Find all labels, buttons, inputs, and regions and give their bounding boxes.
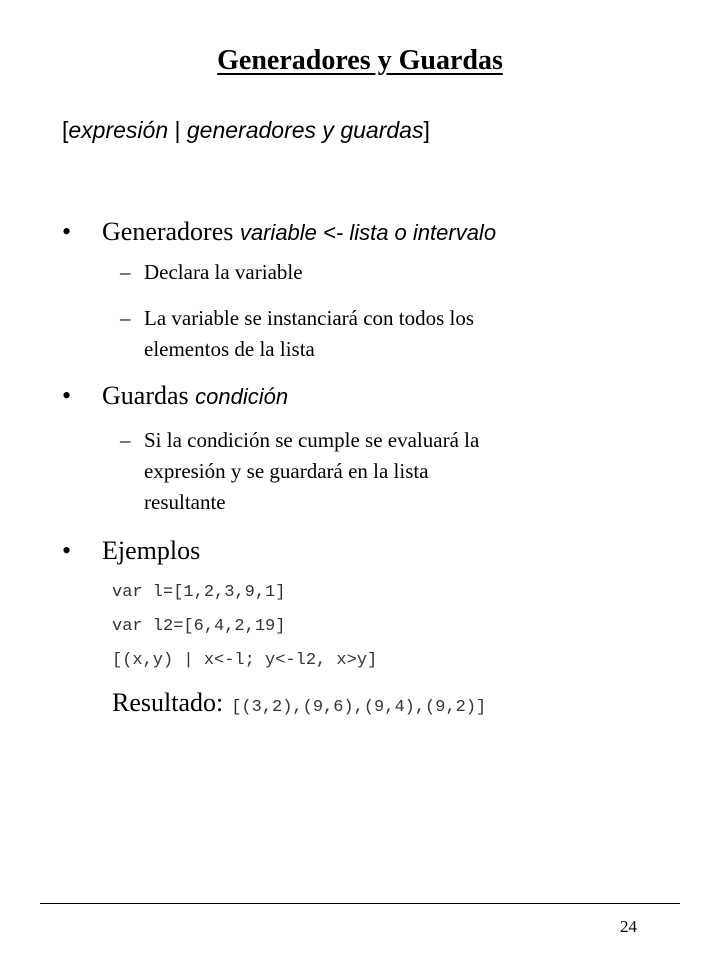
generators-sub-1 bbox=[120, 257, 303, 288]
comprehension-syntax bbox=[62, 117, 430, 144]
guards-sub-1-line-3: resultante bbox=[144, 490, 226, 514]
result-value: [(3,2),(9,6),(9,4),(9,2)] bbox=[231, 698, 487, 717]
guards-sub-1-line-1: Si la condición se cumple se evaluará la bbox=[144, 428, 480, 452]
syntax-expression: expresión bbox=[68, 117, 169, 143]
footer-divider bbox=[40, 903, 680, 904]
syntax-close-bracket: ] bbox=[423, 117, 430, 143]
generators-label: Generadores bbox=[102, 217, 240, 246]
examples-label: Ejemplos bbox=[102, 536, 201, 565]
syntax-generators-guards: generadores y guardas bbox=[186, 117, 424, 143]
bullet-icon: • bbox=[62, 381, 72, 410]
generators-sub-1-text: Declara la variable bbox=[144, 260, 303, 284]
code-line-1: var l=[1,2,3,9,1] bbox=[112, 583, 286, 602]
generators-sub-2-line-2: elementos de la lista bbox=[144, 337, 315, 361]
slide-title: Generadores y Guardas bbox=[217, 45, 503, 76]
bullet-generators bbox=[62, 217, 496, 247]
code-line-3: [(x,y) | x<-l; y<-l2, x>y] bbox=[112, 651, 378, 670]
bullet-guards bbox=[62, 381, 288, 411]
generators-syntax: variable <- lista o intervalo bbox=[239, 220, 497, 245]
syntax-separator: | bbox=[168, 117, 187, 143]
generators-sub-2-line-1: La variable se instanciará con todos los bbox=[144, 306, 475, 330]
dash-icon: – bbox=[120, 260, 131, 284]
guards-syntax: condición bbox=[195, 384, 289, 409]
result-label: Resultado: bbox=[112, 688, 224, 717]
page-number: 24 bbox=[620, 917, 637, 936]
guards-label: Guardas bbox=[102, 381, 196, 410]
dash-icon: – bbox=[120, 428, 131, 452]
bullet-icon: • bbox=[62, 536, 72, 565]
generators-sub-2 bbox=[120, 303, 474, 365]
code-line-2: var l2=[6,4,2,19] bbox=[112, 617, 286, 636]
guards-sub-1 bbox=[120, 425, 479, 518]
bullet-icon: • bbox=[62, 217, 72, 246]
syntax-open-bracket: [ bbox=[62, 117, 69, 143]
result-line bbox=[112, 688, 486, 718]
guards-sub-1-line-2: expresión y se guardará en la lista bbox=[144, 459, 429, 483]
bullet-examples bbox=[62, 536, 200, 566]
dash-icon: – bbox=[120, 306, 131, 330]
